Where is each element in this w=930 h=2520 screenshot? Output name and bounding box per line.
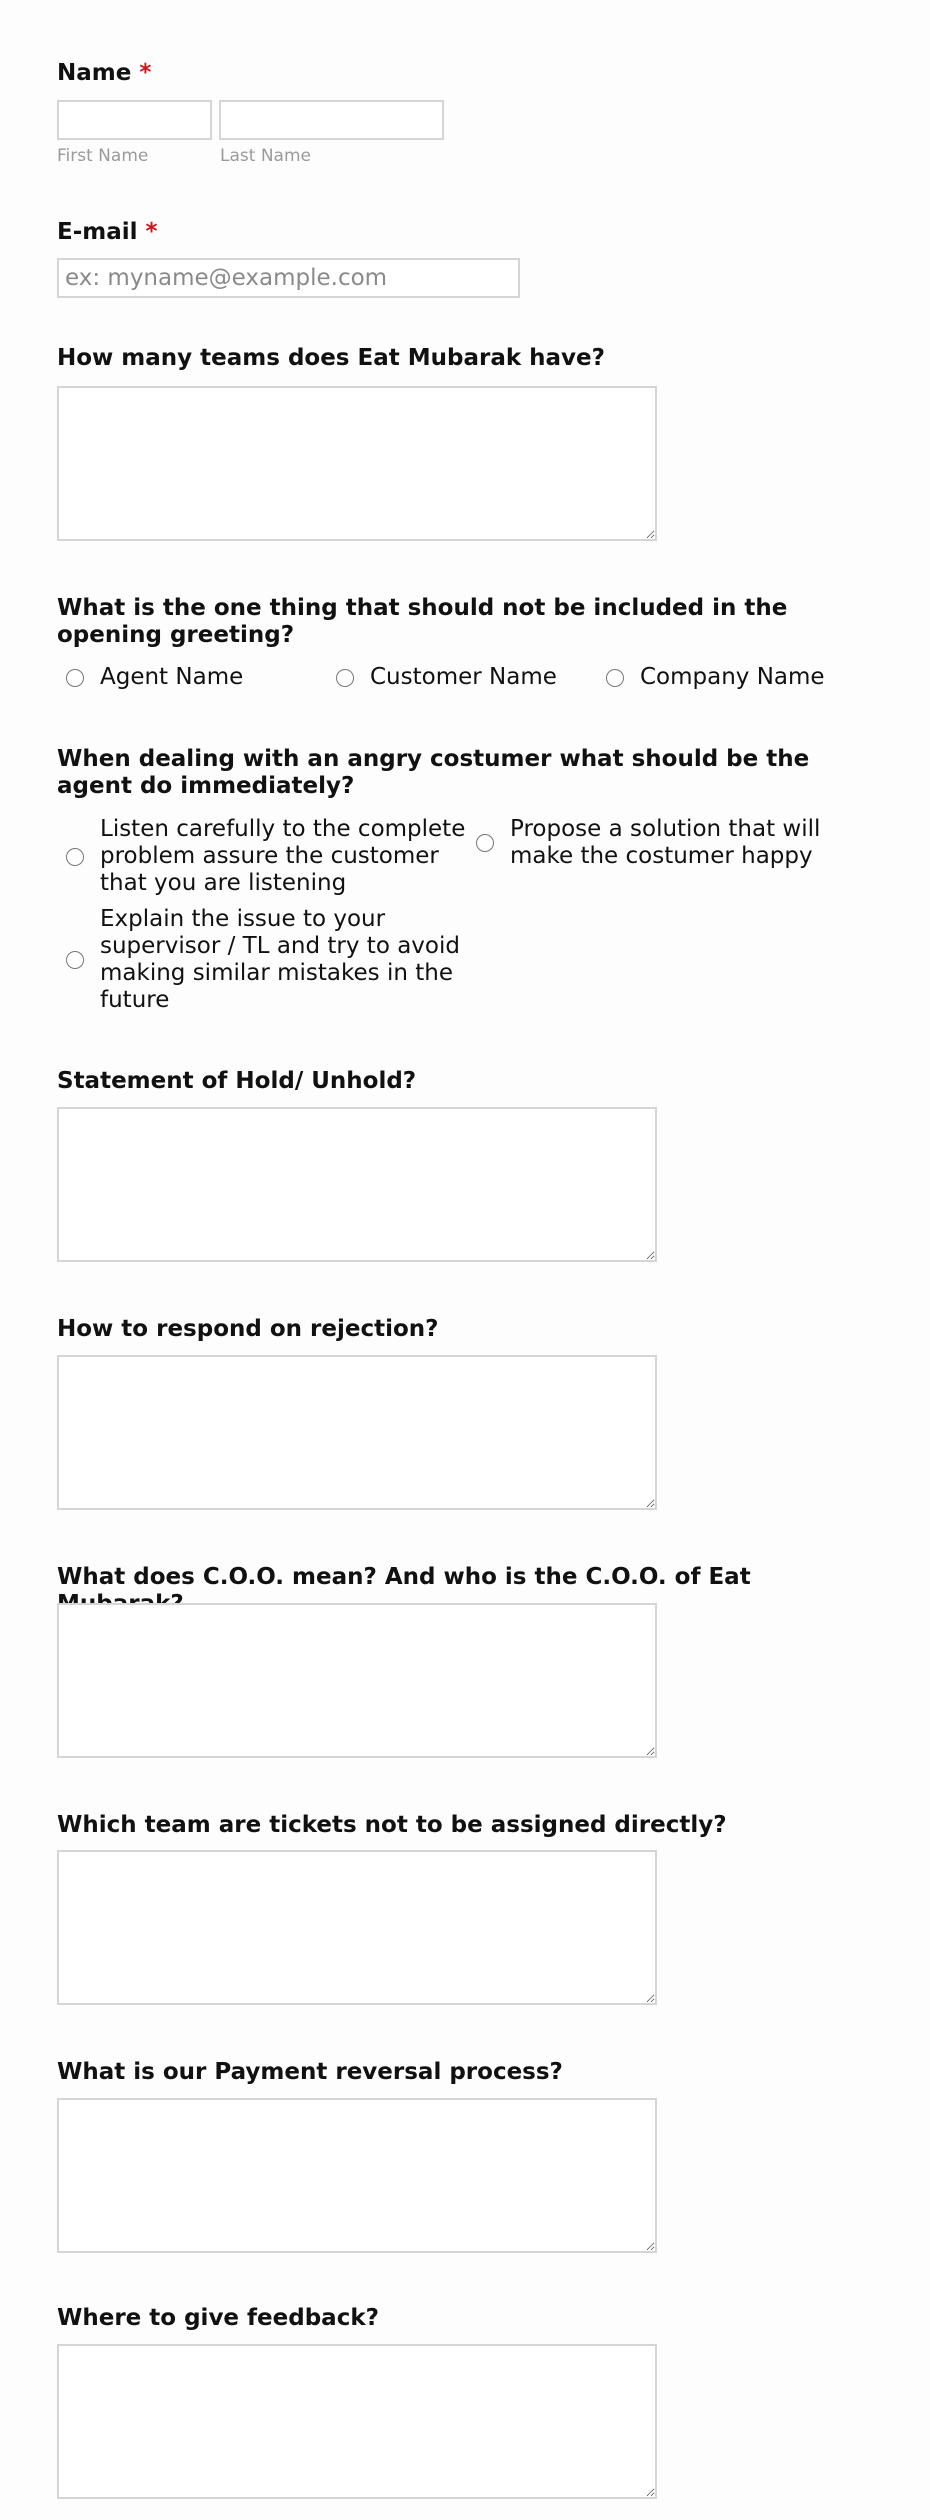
email-label bbox=[57, 219, 877, 246]
feedback-answer-textarea[interactable] bbox=[57, 2344, 657, 2499]
radio-option-customer-name[interactable] bbox=[336, 664, 557, 691]
radio-label-customer-name: Customer Name bbox=[370, 664, 557, 690]
feedback-question-label: Where to give feedback? bbox=[57, 2305, 379, 2331]
last-name-input[interactable] bbox=[219, 100, 444, 140]
radio-option-listen[interactable] bbox=[66, 816, 466, 897]
greeting-question-label: What is the one thing that should not be included in the opening greeting? bbox=[57, 595, 788, 648]
email-required-mark: * bbox=[145, 219, 158, 245]
first-name-input[interactable] bbox=[57, 100, 212, 140]
radio-circle-propose[interactable] bbox=[476, 834, 494, 852]
name-required-mark: * bbox=[139, 60, 152, 86]
radio-label-agent-name: Agent Name bbox=[100, 664, 244, 690]
email-label-text: E-mail bbox=[57, 219, 138, 245]
angry-customer-question-label: When dealing with an angry costumer what should be the agent do immediately? bbox=[57, 746, 810, 799]
radio-option-company-name[interactable] bbox=[606, 664, 825, 691]
teams-answer-textarea[interactable] bbox=[57, 386, 657, 541]
radio-circle-listen[interactable] bbox=[66, 848, 84, 866]
radio-label-listen: Listen carefully to the complete problem assure the customer that you are listening bbox=[100, 816, 466, 896]
name-label-text: Name bbox=[57, 60, 132, 86]
payment-reversal-answer-textarea[interactable] bbox=[57, 2098, 657, 2253]
radio-label-propose: Propose a solution that will make the costumer happy bbox=[510, 816, 821, 869]
rejection-answer-textarea[interactable] bbox=[57, 1355, 657, 1510]
first-name-sublabel: First Name bbox=[57, 146, 149, 166]
radio-circle-company-name[interactable] bbox=[606, 669, 624, 687]
last-name-sublabel: Last Name bbox=[220, 146, 311, 166]
radio-label-explain: Explain the issue to your supervisor / TL and try to avoid making similar mistakes in the future bbox=[100, 906, 460, 1013]
rejection-question-label: How to respond on rejection? bbox=[57, 1316, 439, 1342]
radio-label-company-name: Company Name bbox=[640, 664, 825, 690]
teams-question-label: How many teams does Eat Mubarak have? bbox=[57, 345, 605, 371]
payment-reversal-question-label: What is our Payment reversal process? bbox=[57, 2059, 563, 2085]
radio-option-propose[interactable] bbox=[476, 816, 846, 870]
email-input[interactable] bbox=[57, 258, 520, 298]
radio-option-explain[interactable] bbox=[66, 906, 466, 1014]
tickets-answer-textarea[interactable] bbox=[57, 1850, 657, 2005]
radio-option-agent-name[interactable] bbox=[66, 664, 243, 691]
radio-circle-customer-name[interactable] bbox=[336, 669, 354, 687]
coo-answer-textarea[interactable] bbox=[57, 1603, 657, 1758]
name-label bbox=[57, 60, 877, 87]
coo-question-label: What does C.O.O. mean? And who is the C.O.O. of Eat bbox=[57, 1564, 751, 1590]
hold-question-label: Statement of Hold/ Unhold? bbox=[57, 1068, 417, 1094]
tickets-question-label: Which team are tickets not to be assigned directly? bbox=[57, 1812, 727, 1838]
radio-circle-explain[interactable] bbox=[66, 951, 84, 969]
radio-circle-agent-name[interactable] bbox=[66, 669, 84, 687]
hold-answer-textarea[interactable] bbox=[57, 1107, 657, 1262]
